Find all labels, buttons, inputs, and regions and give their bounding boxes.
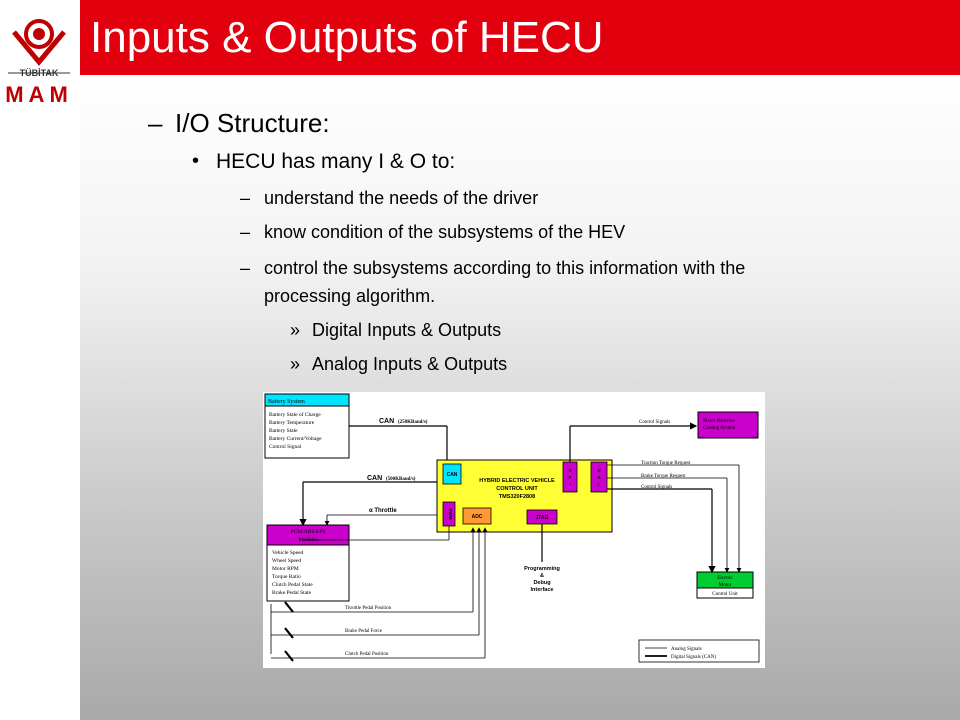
can-250-link — [349, 418, 447, 467]
programming-debug-link — [524, 524, 560, 593]
logo-sub: MAM — [6, 82, 72, 107]
bullet-dash: – — [148, 108, 163, 138]
svg-text:Control Signals: Control Signals — [639, 420, 671, 425]
svg-text:Control Unit: Control Unit — [712, 592, 738, 597]
bullet-l3: control the subsystems according to this information with the — [264, 258, 746, 278]
svg-text:Battery System: Battery System — [268, 399, 305, 405]
bullet-dash: – — [240, 188, 251, 208]
diagram-legend — [639, 640, 759, 662]
svg-text:HYBRID ELECTRIC VEHICLE: HYBRID ELECTRIC VEHICLE — [479, 478, 555, 484]
svg-text:D: D — [597, 468, 601, 473]
logo-text: TÜBİTAK — [19, 68, 59, 78]
svg-text:P: P — [568, 475, 572, 480]
bullet-l4: Analog Inputs & Outputs — [312, 354, 508, 374]
svg-text:Analog Signals: Analog Signals — [671, 647, 702, 652]
svg-text:C: C — [597, 482, 601, 487]
svg-text:Battery State of Charge: Battery State of Charge — [269, 412, 321, 418]
svg-text:Control Signal: Control Signal — [269, 444, 302, 450]
svg-text:Electric: Electric — [717, 576, 733, 581]
svg-text:&: & — [540, 573, 544, 579]
clutch-pedal-label: Clutch Pedal Position — [345, 652, 389, 657]
electric-motor-box — [697, 572, 753, 598]
bullet-dash: – — [240, 258, 251, 278]
bullet-raquo: » — [290, 354, 301, 374]
svg-text:Cooling System: Cooling System — [703, 426, 736, 431]
svg-text:JTAG: JTAG — [535, 515, 549, 521]
svg-text:I: I — [569, 482, 571, 487]
svg-text:PCM/ABS/EPS: PCM/ABS/EPS — [290, 529, 326, 535]
svg-text:Motor Batteries: Motor Batteries — [703, 419, 735, 424]
bullet-raquo: » — [290, 320, 301, 340]
svg-text:A: A — [597, 475, 601, 480]
svg-text:Battery State: Battery State — [269, 428, 298, 434]
motor-cooling-box — [698, 412, 758, 438]
bullet-dash: – — [240, 222, 251, 242]
bullet-l3-cont: processing algorithm. — [264, 286, 436, 306]
svg-text:Motor RPM: Motor RPM — [272, 566, 299, 572]
slide-title: Inputs & Outputs of HECU — [90, 13, 604, 62]
svg-text:Interface: Interface — [530, 587, 554, 593]
svg-text:PWM: PWM — [448, 508, 453, 520]
can-500-link — [303, 475, 437, 525]
tubitak-emblem-icon — [8, 21, 70, 73]
bullet-l3: understand the needs of the driver — [264, 188, 539, 208]
pcm-module-box — [267, 525, 349, 601]
bullet-l3: know condition of the subsystems of the HEV — [264, 222, 626, 242]
bullet-l1: I/O Structure: — [175, 108, 330, 138]
control-signals-top-link — [570, 420, 696, 462]
svg-text:TMS320F2808: TMS320F2808 — [498, 494, 536, 500]
svg-text:Modules: Modules — [298, 537, 318, 543]
svg-text:Motor: Motor — [718, 583, 732, 588]
svg-text:Clutch Pedal State: Clutch Pedal State — [272, 582, 313, 588]
hecu-box — [437, 460, 612, 532]
svg-text:Brake Pedal State: Brake Pedal State — [272, 590, 312, 596]
torque-request-links — [607, 465, 739, 572]
svg-text:CAN: CAN — [446, 472, 458, 478]
svg-text:Battery Temperature: Battery Temperature — [269, 420, 315, 426]
svg-text:Torque Ratio: Torque Ratio — [272, 574, 301, 580]
svg-text:(250KBaud/s): (250KBaud/s) — [398, 420, 428, 425]
svg-text:CAN: CAN — [367, 475, 383, 482]
hecu-io-diagram — [263, 392, 765, 668]
bullet-dot: • — [192, 150, 200, 172]
throttle-link — [327, 508, 437, 525]
svg-text:CONTROL UNIT: CONTROL UNIT — [496, 486, 538, 492]
svg-text:α Throttle: α Throttle — [369, 508, 397, 514]
throttle-pedal-label: Throttle Pedal Position — [345, 606, 392, 611]
control-signals-label: Control Signals — [641, 485, 673, 490]
svg-text:Debug: Debug — [533, 580, 551, 586]
svg-text:Programming: Programming — [524, 566, 560, 572]
svg-text:Wheel Speed: Wheel Speed — [272, 558, 302, 564]
bullet-l4: Digital Inputs & Outputs — [312, 320, 502, 340]
svg-text:S: S — [568, 468, 572, 473]
svg-text:(500KBaud/s): (500KBaud/s) — [386, 477, 416, 482]
svg-text:Vehicle Speed: Vehicle Speed — [272, 550, 304, 556]
svg-text:ADC: ADC — [471, 514, 483, 520]
svg-text:Digital Signals (CAN): Digital Signals (CAN) — [671, 655, 716, 660]
brake-pedal-label: Brake Pedal Force — [345, 629, 382, 634]
tubitak-mam-logo — [6, 16, 72, 110]
battery-system-box — [265, 394, 349, 458]
svg-text:CAN: CAN — [379, 418, 395, 425]
svg-text:Battery Current/Voltage: Battery Current/Voltage — [269, 436, 322, 442]
brake-request-label: Brake Torque Request — [641, 474, 686, 479]
bullet-l2: HECU has many I & O to: — [216, 150, 456, 173]
traction-request-label: Traction Torque Request — [641, 461, 691, 466]
